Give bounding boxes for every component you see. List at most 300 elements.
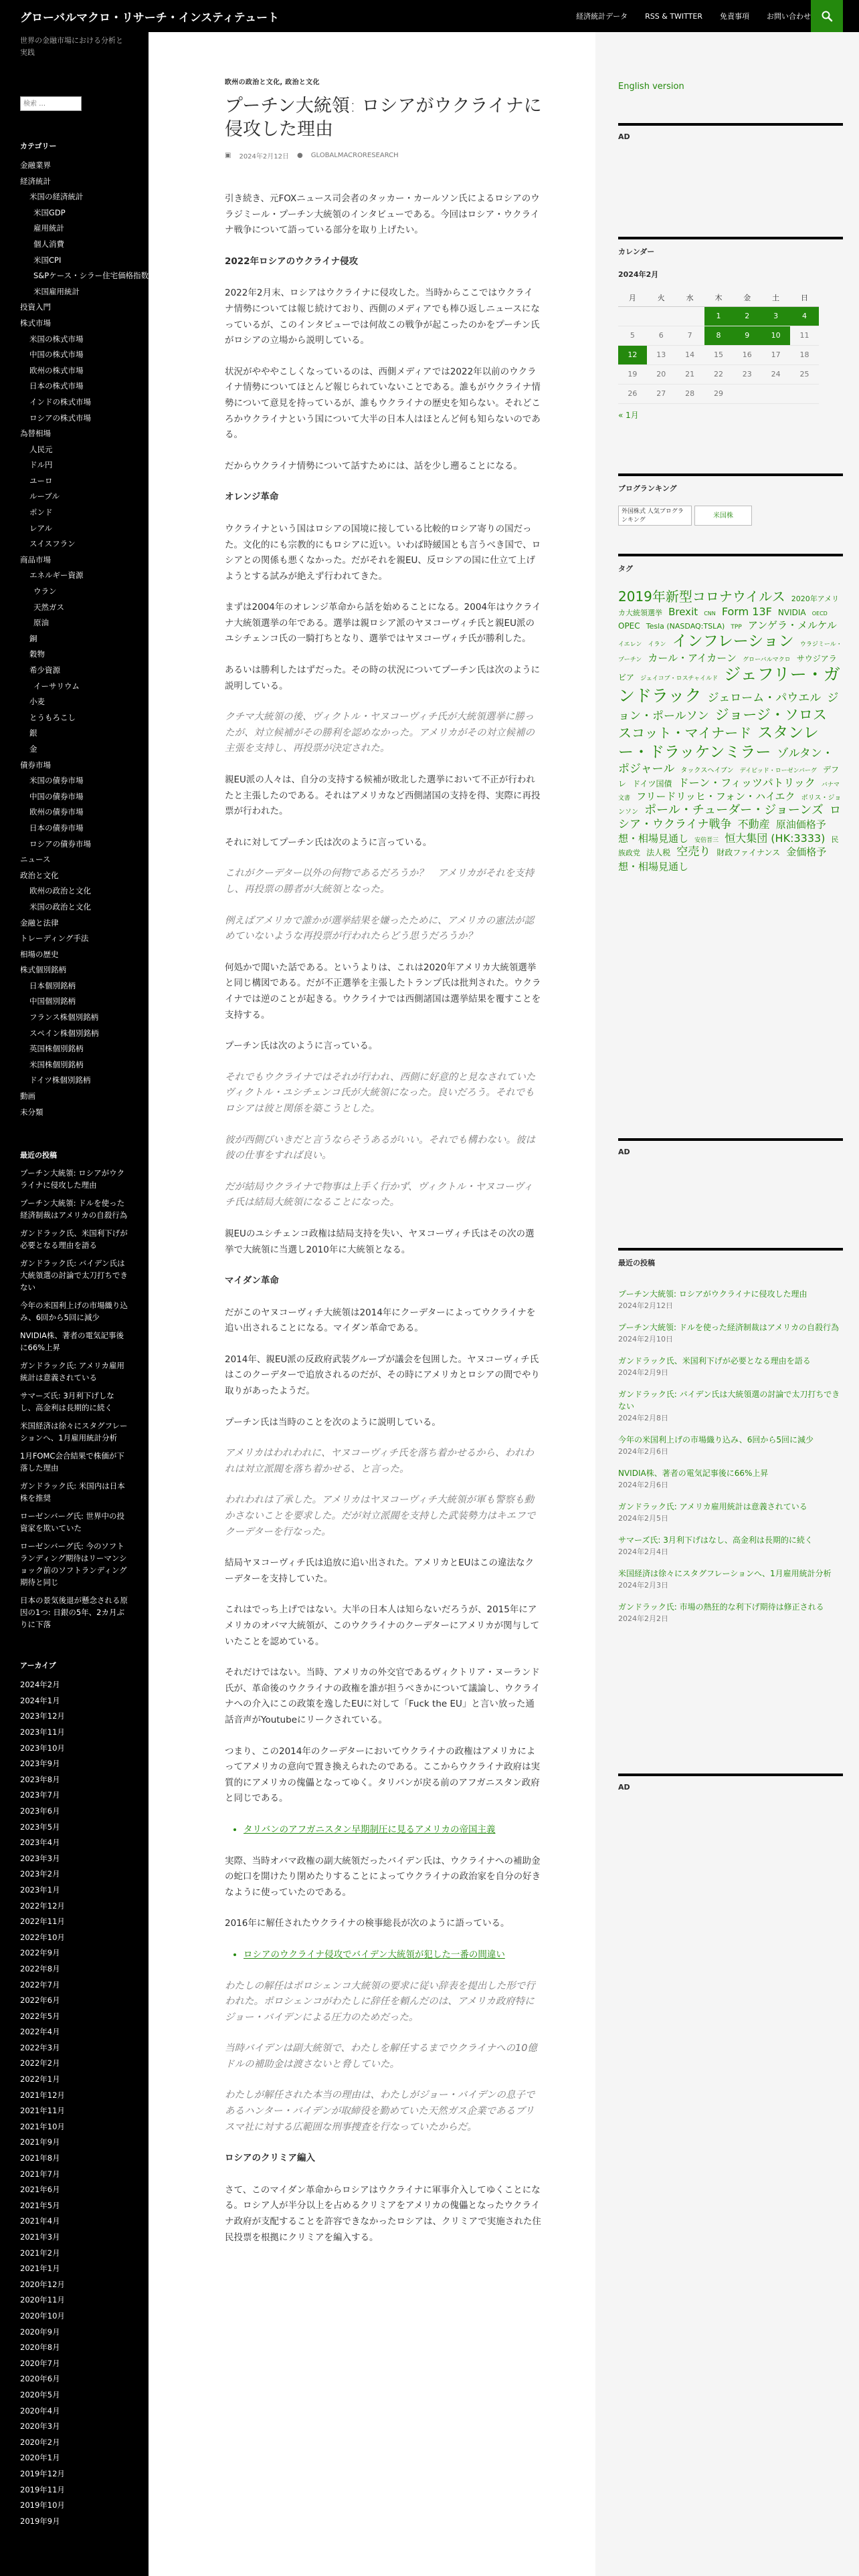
archive-link[interactable]: 2021年1月 (20, 2264, 60, 2274)
entry-body (225, 191, 542, 2246)
nav-item-disclaimer[interactable]: 免責事項 (720, 12, 749, 21)
quote-paragraph: わたしの解任はポロシェンコ大統領の要求に従い辞表を提出した形で行われた。ポロシェンコがわたしに辞任を頼んだのは、アメリカ政府特にジョー・バイデンによる圧力のためだった。 (225, 1980, 535, 2023)
category-item[interactable]: レアル (29, 523, 53, 533)
recent-post-link[interactable]: ガンドラック氏: バイデン氏は大統領選の討論で太刀打ちできない (618, 1390, 840, 1411)
archive-link[interactable]: 2022年1月 (20, 2074, 60, 2084)
category-item[interactable]: 米国の経済統計 (29, 192, 84, 202)
quote-paragraph: クチマ大統領の後、ヴィクトル・ヤヌコーヴィチ氏が大統領選挙に勝ったが、対立候補がその勝利を認めなかった。アメリカがその対立候補の主張を支持し、再投票が決定された。 (225, 712, 535, 754)
archive-link[interactable]: 2019年10月 (20, 2500, 65, 2510)
tag-link[interactable]: 空売り (676, 845, 711, 859)
recent-post-link[interactable]: 日本の景気後退が懸念される原因の1つ: 日銀の5年、2カ月ぶりに下落 (20, 1596, 128, 1630)
tag-link[interactable]: ジェローム・パウエル (707, 691, 822, 705)
recent-post-link[interactable]: サマーズ氏: 3月利下げはなし、高金利は長期的に続く (618, 1535, 813, 1545)
tag-link[interactable]: Tesla (NASDAQ:TSLA) (646, 622, 725, 631)
calendar-weekday: 火 (647, 289, 676, 306)
tag-link[interactable]: 2020年アメリカ大統領選挙 (618, 595, 840, 617)
category-item[interactable]: トレーディング手法 (20, 934, 89, 944)
tag-link[interactable]: アンゲラ・メルケル (747, 619, 837, 631)
quote-paragraph: 当時バイデンは副大統領で、わたしを解任するまでウクライナへの10億ドルの補助金は渡さないと脅していた。 (225, 2043, 537, 2070)
archive-link[interactable]: 2023年1月 (20, 1885, 60, 1895)
tag-link[interactable]: 恒大集団 (HK:3333) (725, 832, 826, 845)
category-item[interactable]: 米国GDP (33, 207, 66, 217)
tag-link[interactable]: Brexit (668, 606, 698, 618)
archive-link[interactable]: 2022年2月 (20, 2058, 60, 2068)
archive-link[interactable]: 2023年6月 (20, 1806, 60, 1816)
category-item[interactable]: 日本の株式市場 (29, 381, 84, 391)
archive-link[interactable]: 2020年8月 (20, 2343, 60, 2353)
archive-link[interactable]: 2022年4月 (20, 2027, 60, 2037)
calendar-day[interactable]: 4 (790, 306, 819, 326)
blogranking-widget (618, 473, 843, 526)
archive-link[interactable]: 2022年7月 (20, 1979, 60, 1990)
archive-link[interactable]: 2022年12月 (20, 1901, 65, 1911)
calendar-prev-month-link[interactable]: « 1月 (618, 410, 639, 420)
category-item[interactable]: 為替相場 (20, 429, 51, 439)
search-toggle-button[interactable] (811, 0, 843, 32)
body-paragraph: 2022年2月末、ロシアはウクライナに侵攻した。当時からここではウクライナ情勢については報じ続けており、西側のメディアでも棒ひ返しニュースになっているが、このインタビューでは何故この戦争が起こったのかをプーチン氏がロシアの立場から説明している。 (225, 288, 540, 346)
category-item[interactable]: ドル円 (29, 460, 53, 470)
category-item[interactable]: 銀 (29, 728, 37, 738)
category-item[interactable]: 欧州の債券市場 (29, 807, 84, 817)
tag-link[interactable]: イラン (648, 641, 666, 648)
tag-link[interactable]: ゾルタン・ポジャール (618, 746, 834, 776)
site-description: 世界の金融市場における分析と実践 (20, 36, 123, 57)
category-item[interactable]: 商品市場 (20, 554, 51, 564)
category-item[interactable]: 米国の株式市場 (29, 334, 84, 344)
recent-posts-widget-right (618, 1248, 843, 1634)
category-item[interactable]: 中国の債券市場 (29, 791, 84, 801)
category-item[interactable]: 天然ガス (33, 602, 64, 612)
tag-link[interactable]: バナマ文書 (618, 781, 840, 802)
category-item[interactable]: ロシアの債券市場 (29, 839, 91, 849)
recent-post-link[interactable]: ガンドラック氏: 米国内は日本株を推奨 (20, 1481, 125, 1503)
archive-link[interactable]: 2020年2月 (20, 2437, 60, 2447)
archive-link[interactable]: 2021年5月 (20, 2200, 60, 2210)
tag-link[interactable]: 原油価格予想・相場見通し (618, 819, 826, 845)
calendar-day[interactable]: 12 (618, 345, 647, 364)
category-item[interactable]: 株式市場 (20, 318, 51, 328)
calendar-weekday: 金 (733, 289, 761, 306)
ad-label-3: AD (618, 1783, 630, 1792)
calendar-day[interactable]: 8 (704, 326, 733, 345)
calendar-day (761, 384, 790, 403)
section-heading: ロシアのクリミア編入 (225, 2153, 315, 2164)
tag-link[interactable]: インフレーション (672, 632, 794, 650)
tag-link[interactable]: ボリス・ジョンソン (618, 794, 842, 816)
category-item[interactable]: ポンド (29, 508, 53, 518)
calendar-widget-title: カレンダー (618, 247, 655, 256)
recent-post-link[interactable]: プーチン大統領: ロシアがウクライナに侵攻した理由 (618, 1289, 807, 1299)
body-paragraph: 実際、当時オバマ政権の副大統領だったバイデン氏は、ウクライナへの補助金の蛇口を開けたり閉めたりすることによってウクライナの政治家を自分の好きなように使っていたのである。 (225, 1855, 541, 1898)
tag-link[interactable]: スコット・マイナード (618, 725, 752, 741)
recent-post-link[interactable]: 1月FOMC会合結果で株価が下落した理由 (20, 1451, 124, 1473)
category-item[interactable]: ニュース (20, 855, 51, 865)
archive-link[interactable]: 2021年2月 (20, 2248, 60, 2258)
body-paragraph: 親EU派の人々は、自分の支持する候補が敗北した選挙において不正が行われたと主張したのである。それはアメリカなど西側諸国の支持を得、実際に再投票が行われた。 (225, 774, 541, 817)
tag-link[interactable]: 安倍晋三 (694, 837, 719, 845)
archive-link[interactable]: 2020年10月 (20, 2311, 65, 2321)
recent-post-link[interactable]: プーチン大統領: ロシアがウクライナに侵攻した理由 (20, 1168, 125, 1190)
recent-post-link[interactable]: プーチン大統領: ドルを使った経済制裁はアメリカの自殺行為 (618, 1323, 840, 1332)
sidebar-search-input[interactable] (20, 96, 82, 111)
archive-link[interactable]: 2024年1月 (20, 1695, 60, 1705)
archive-link[interactable]: 2019年12月 (20, 2468, 65, 2478)
archive-link[interactable]: 2023年4月 (20, 1838, 60, 1848)
blogranking-badge-foreign-stocks[interactable]: 外国株式 人気ブログランキング (618, 506, 692, 526)
category-item[interactable]: 雇用統計 (33, 223, 64, 233)
archive-link[interactable]: 2021年8月 (20, 2153, 60, 2163)
calendar-day (790, 384, 819, 403)
tag-link[interactable]: デイビッド・ローゼンバーグ (739, 767, 817, 774)
calendar-day: 23 (733, 364, 761, 384)
archive-link[interactable]: 2023年8月 (20, 1774, 60, 1784)
body-paragraph: まずは2004年のオレンジ革命から話を始めることになる。2004年はウクライナ大統領選挙の年である。選挙は親ロシア派のヤヌコーヴィチ氏と親EU派のユシチェンコ氏の一騎打ちとなり、選挙ではヤヌコーヴィチ氏が勝利した。 (225, 602, 541, 645)
recent-post-date: 2024年2月8日 (618, 1414, 668, 1422)
category-item[interactable]: 株式個別銘柄 (20, 965, 66, 975)
category-item[interactable]: 欧州の政治と文化 (29, 886, 91, 896)
tag-link[interactable]: OPEC (618, 621, 640, 631)
calendar-day: 5 (618, 326, 647, 345)
body-paragraph: 結局ヤヌコーヴィチ氏は追放に追い出された。アメリカとEUはこの違法なクーデターを支持していた。 (225, 1558, 535, 1584)
quote-paragraph: わたしが解任された本当の理由は、わたしがジョー・バイデンの息子であるハンター・バイデンが取締役を勤めていた天然ガス企業であるブリスマ社に対する広範囲な刑事捜査を行なっていたからだ。 (225, 2090, 535, 2133)
archive-link[interactable]: 2022年10月 (20, 1932, 65, 1942)
recent-post-link[interactable]: NVIDIA株、著者の電気記事後に66%上昇 (20, 1331, 124, 1353)
category-item[interactable]: 金 (29, 744, 37, 754)
calendar-day[interactable]: 10 (761, 326, 790, 345)
recent-post-link[interactable]: ガンドラック氏、米国利下げが必要となる理由を語る (618, 1356, 811, 1366)
category-item[interactable]: 日本個別銘柄 (29, 980, 76, 990)
archive-link[interactable]: 2022年11月 (20, 1917, 65, 1927)
nav-item-economic-data[interactable]: 経済統計データ (576, 12, 628, 21)
body-paragraph: 状況がやややこしくなっているのは、西側メディアでは2022年以前のウクライナ情勢についてほとんど報じられていないことである。誰もがウクライナ情勢について意見を持っているが、誰もウクライナの歴史を知らない。それどころかウクライナという国について大半の日本人はほとんど何も知らないのである。 (225, 366, 541, 441)
tag-cloud (618, 588, 843, 873)
recent-post-link[interactable]: ガンドラック氏、米国利下げが必要となる理由を語る (20, 1228, 128, 1251)
archive-link[interactable]: 2021年4月 (20, 2216, 60, 2226)
calendar-day: 16 (733, 345, 761, 364)
section-heading: 2022年ロシアのウクライナ侵攻 (225, 255, 359, 267)
category-item[interactable]: 債券市場 (20, 760, 51, 770)
recent-post-link[interactable]: ガンドラック氏: アメリカ雇用統計は意義されている (618, 1502, 807, 1511)
category-item[interactable]: 欧州の株式市場 (29, 365, 84, 375)
calendar-day: 22 (704, 364, 733, 384)
blogranking-badge-us-stocks[interactable]: 米国株 (694, 506, 752, 526)
calendar-day: 18 (790, 345, 819, 364)
body-paragraph: プーチン氏は当時のことを次のように説明している。 (225, 1416, 441, 1428)
tag-link[interactable]: ジョージ・ソロス (714, 706, 827, 723)
category-item[interactable]: イーサリウム (33, 681, 80, 691)
recent-post-link[interactable]: 今年の米国利上げの市場織り込み、6回から5回に減少 (618, 1435, 814, 1444)
recent-posts-list-right (618, 1288, 843, 1625)
archive-link[interactable]: 2020年12月 (20, 2279, 65, 2289)
calendar-day: 20 (647, 364, 676, 384)
categories-widget-title: カテゴリー (20, 142, 57, 150)
archive-link[interactable]: 2020年7月 (20, 2358, 60, 2368)
category-item[interactable]: 個人消費 (33, 239, 64, 249)
calendar-day: 15 (704, 345, 733, 364)
calendar-day: 29 (704, 384, 733, 403)
archive-link[interactable]: 2019年11月 (20, 2484, 65, 2494)
archive-link[interactable]: 2020年3月 (20, 2422, 60, 2432)
tag-link[interactable]: ロシア・ウクライナ戦争 (618, 803, 842, 831)
calendar-day: 7 (676, 326, 704, 345)
tag-link[interactable]: 財政ファイナンス (717, 848, 781, 858)
calendar-day: 17 (761, 345, 790, 364)
entry-author[interactable]: GLOBALMACRORESEARCH (310, 152, 399, 159)
category-item[interactable]: 相場の歴史 (20, 949, 59, 959)
calendar-day: 27 (647, 384, 676, 403)
tag-link[interactable]: 不動産 (737, 818, 770, 831)
archive-link[interactable]: 2022年3月 (20, 2042, 60, 2052)
tag-link[interactable]: ウラジミール・プーチン (618, 641, 842, 663)
archive-link[interactable]: 2022年5月 (20, 2011, 60, 2021)
tag-link[interactable]: TPP (731, 624, 742, 631)
category-item[interactable]: ユーロ (29, 475, 53, 486)
left-sidebar (0, 32, 149, 2576)
entry-date[interactable]: 2024年2月12日 (239, 153, 289, 160)
body-paragraph: 親EUのユシチェンコ政権は結局支持を失い、ヤヌコーヴィチ氏はその次の選挙で大統領に当選し2010年に大統領となる。 (225, 1228, 535, 1255)
category-item[interactable]: フランス株個別銘柄 (29, 1012, 99, 1023)
archive-link[interactable]: 2020年5月 (20, 2389, 60, 2399)
recent-post-date: 2024年2月9日 (618, 1368, 668, 1377)
entry-meta (225, 150, 542, 160)
archive-link[interactable]: 2023年5月 (20, 1822, 60, 1832)
calendar-day[interactable]: 3 (761, 306, 790, 326)
calendar-weekday: 水 (676, 289, 704, 306)
category-item[interactable]: 銅 (29, 633, 37, 643)
calendar-weekday: 月 (618, 289, 647, 306)
recent-post-date: 2024年2月12日 (618, 1301, 673, 1310)
category-item[interactable]: 米国株個別銘柄 (29, 1059, 84, 1069)
recent-post-link[interactable]: 米国経済は徐々にスタグフレーションへ、1月雇用統計分析 (618, 1569, 832, 1578)
body-paragraph: ウクライナという国はロシアの国境に接している比較的ロシア寄りの国だった。文化的にも宗教的にもロシアに近い。いわば時緩国とも言うべき国で、ロシアとの関係も悪くなかった。だがそれを親EU、反ロシアの国に仕立て上げようとする試みが絶えず行われてきた。 (225, 523, 541, 582)
recent-post-date: 2024年2月10日 (618, 1335, 673, 1344)
category-item[interactable]: スイスフラン (29, 539, 76, 549)
tag-link[interactable]: ジェイコブ・ロスチャイルド (640, 675, 719, 683)
archive-link[interactable]: 2023年9月 (20, 1759, 60, 1769)
archive-link[interactable]: 2023年11月 (20, 1727, 65, 1737)
calendar-day (647, 306, 676, 326)
archive-link[interactable]: 2021年3月 (20, 2232, 60, 2242)
tag-link[interactable]: 法人税 (646, 848, 671, 858)
quote-paragraph: アメリカはわれわれに、ヤヌコーヴィチ氏を落ち着かせるから、われわれは対立派閥を落ち着かせる、と言った。 (225, 1448, 534, 1475)
archive-link[interactable]: 2021年12月 (20, 2090, 65, 2100)
calendar-weekday: 土 (761, 289, 790, 306)
category-item[interactable]: ドイツ株個別銘柄 (29, 1075, 91, 1085)
tag-link[interactable]: 民族政党 (618, 835, 839, 858)
recent-post-date: 2024年2月6日 (618, 1447, 668, 1456)
archive-link[interactable]: 2020年9月 (20, 2327, 60, 2337)
archive-list (20, 1677, 149, 2529)
archive-link[interactable]: 2020年1月 (20, 2453, 60, 2463)
body-paragraph: それに対してプーチン氏は次のように言っている。 (225, 837, 432, 848)
calendar-day: 6 (647, 326, 676, 345)
recent-post-link[interactable]: プーチン大統領: ドルを使った経済制裁はアメリカの自殺行為 (20, 1198, 128, 1220)
category-item[interactable]: 金融と法律 (20, 918, 59, 928)
recent-post-link[interactable]: サマーズ氏: 3月利下げしなし、高金利は長期的に続く (20, 1391, 114, 1413)
ad-widget-3 (618, 1774, 843, 1792)
right-sidebar (595, 32, 859, 2576)
tag-link[interactable]: 金価格予想・相場見通し (618, 846, 827, 873)
nav-item-rss-twitter[interactable]: RSS & TWITTER (645, 11, 702, 21)
tag-link[interactable]: デフレ (618, 764, 840, 788)
category-item[interactable]: インドの株式市場 (29, 397, 91, 407)
english-version-link[interactable]: English version (618, 82, 684, 92)
quote-paragraph: 彼が西側びいきだと言うならそうあるがいい。それでも構わない。彼は彼の仕事をすれば良い。 (225, 1134, 535, 1162)
tag-cloud-widget (618, 554, 843, 873)
calendar-table (618, 289, 819, 404)
archive-link[interactable]: 2021年6月 (20, 2185, 60, 2195)
quote-paragraph: それでもウクライナではそれが行われ、西側に好意的と見なされていたヴィクトル・ユシチェンコ氏が大統領になった。良いだろう。それでもロシアは彼と関係を築こうとした。 (225, 1071, 536, 1114)
body-paragraph: 2014年、親EU派の反政府武装グループが議会を包囲した。ヤヌコーヴィチ氏はこのクーデターで追放されるのだが、その時にアメリカとロシアの間でやり取りがあったようだ。 (225, 1354, 540, 1397)
calendar-day: 19 (618, 364, 647, 384)
archive-link[interactable]: 2022年6月 (20, 1996, 60, 2006)
tag-link[interactable]: イエレン (618, 641, 642, 648)
category-item[interactable]: 動画 (20, 1091, 35, 1101)
calendar-day (733, 384, 761, 403)
category-item[interactable]: 人民元 (29, 444, 53, 454)
archive-link[interactable]: 2022年8月 (20, 1963, 60, 1973)
recent-post-link[interactable]: 米国経済は徐々にスタグフレーションへ、1月雇用統計分析 (20, 1421, 128, 1443)
calendar-day[interactable]: 2 (733, 306, 761, 326)
quote-paragraph: これがクーデター以外の何物であるだろうか？ アメリカがそれを支持し、再投票の勝者が大統領となった。 (225, 868, 535, 895)
tag-link[interactable]: サウジアラビア (618, 653, 837, 683)
tag-link[interactable]: フリードリッヒ・フォン・ハイエク (636, 790, 795, 802)
tag-link[interactable]: NVIDIA (777, 608, 806, 617)
tag-link[interactable]: スタンレー・ドラッケンミラー (618, 724, 819, 761)
tag-cloud-widget-title: タグ (618, 564, 633, 573)
site-header (0, 0, 859, 32)
body-paragraph: 引き続き、元FOXニュース司会者のタッカー・カールソン氏によるロシアのウラジミール・プーチン大統領のインタビューである。今回はロシア・ウクライナ戦争について語っている部分を取り上げたい。 (225, 193, 540, 236)
category-item[interactable]: 政治と文化 (20, 870, 59, 880)
calendar-day: 28 (676, 384, 704, 403)
recent-post-date: 2024年2月3日 (618, 1581, 668, 1590)
category-item[interactable]: ウラン (33, 586, 57, 597)
section-heading: オレンジ革命 (225, 492, 279, 503)
category-item[interactable]: 英国株個別銘柄 (29, 1044, 84, 1054)
recent-post-link[interactable]: ローゼンバーグ氏: 今のソフトランディング期待はリーマンショック前のソフトランディング期待と同じ (20, 1541, 127, 1588)
recent-post-link[interactable]: ガンドラック氏: アメリカ雇用統計は意義されている (20, 1361, 124, 1383)
category-item[interactable]: 米国の債券市場 (29, 776, 84, 786)
category-item[interactable]: 中国の株式市場 (29, 350, 84, 360)
related-article-link[interactable]: • タリバンのアフガニスタン早期制圧に見るアメリカの帝国主義 (244, 1822, 542, 1838)
category-item[interactable]: S&Pケース・シラー住宅価格指数 (33, 271, 149, 281)
category-item[interactable]: 投資入門 (20, 302, 51, 312)
calendar-weekday: 木 (704, 289, 733, 306)
category-item[interactable]: 原油 (33, 618, 49, 628)
recent-post-link[interactable]: ガンドラック氏: 市場の熱狂的な利下げ期待は修正される (618, 1602, 824, 1612)
tag-link[interactable]: ジェフリー・ガンドラック (618, 665, 840, 706)
related-article-link[interactable]: • ロシアのウクライナ侵攻でバイデン大統領が犯した一番の間違い (244, 1947, 542, 1963)
category-item[interactable]: ルーブル (29, 492, 60, 502)
tag-link[interactable]: カール・アイカーン (648, 651, 737, 664)
archive-link[interactable]: 2021年7月 (20, 2169, 60, 2179)
archive-link[interactable]: 2024年2月 (20, 1680, 60, 1690)
calendar-day[interactable]: 9 (733, 326, 761, 345)
body-paragraph: だがこのヤヌコーヴィチ大統領は2014年にクーデターによってウクライナを追い出されることになる。マイダン革命である。 (225, 1307, 536, 1334)
archive-link[interactable]: 2023年10月 (20, 1743, 65, 1753)
recent-posts-widget-title-right: 最近の投稿 (618, 1259, 655, 1267)
quote-paragraph: われわれは了承した。アメリカはヤヌコーヴィチ大統領が軍も警察も動かさないことを要求した。だが対立派閥を支持した武装勢力はキエフでクーデターを行なった。 (225, 1495, 536, 1537)
category-item[interactable]: 米国雇用統計 (33, 286, 80, 296)
tag-link[interactable]: Form 13F (721, 605, 772, 618)
section-heading: マイダン革命 (225, 1275, 279, 1287)
body-paragraph: つまり、この2014年のクーデターにおいてウクライナの政権はアメリカによってアメリカの意向で置き換えられたのである。ここからウクライナ政府は実質的にアメリカの傀儡となってゆく。タリバンが戻る前のアフガニスタン政府と同じである。 (225, 1745, 541, 1804)
category-item[interactable]: スペイン株個別銘柄 (29, 1028, 99, 1038)
category-item[interactable]: 中国個別銘柄 (29, 996, 76, 1006)
category-item[interactable]: 米国の政治と文化 (29, 901, 91, 911)
tag-link[interactable]: グローバルマクロ (743, 656, 791, 663)
archive-link[interactable]: 2020年4月 (20, 2405, 60, 2416)
ad-widget-2 (618, 1138, 843, 1156)
tag-link[interactable]: ジョン・ポールソン (618, 691, 839, 723)
category-item[interactable]: ロシアの株式市場 (29, 413, 91, 423)
body-paragraph: 何処かで聞いた話である。というよりは、これは2020年アメリカ大統領選挙と同じ構図である。だが不正選挙を主張したトランプ氏は批判された。ウクライナでは逆のことが起きる。ウクライナでは西側諸国は選挙結果を覆すことを支持する。 (225, 962, 541, 1021)
archive-link[interactable]: 2023年2月 (20, 1869, 60, 1879)
archives-widget-title: アーカイブ (20, 1661, 56, 1671)
tag-link[interactable]: ポール・チューダー・ジョーンズ (644, 802, 824, 817)
archive-link[interactable]: 2020年6月 (20, 2374, 60, 2384)
tag-link[interactable]: タックスヘイブン (680, 766, 734, 774)
language-widget (618, 79, 843, 92)
category-item[interactable]: 小麦 (29, 697, 45, 707)
category-item[interactable]: 希少資源 (29, 665, 60, 675)
category-item[interactable]: 日本の債券市場 (29, 823, 84, 833)
archive-link[interactable]: 2021年11月 (20, 2106, 65, 2116)
archive-link[interactable]: 2022年9月 (20, 1948, 60, 1958)
main-content (149, 32, 595, 2576)
tag-link[interactable]: ドーン・フィッツパトリック (678, 776, 816, 789)
category-item[interactable]: 経済統計 (20, 176, 51, 186)
calendar-day: 25 (790, 364, 819, 384)
body-paragraph: あるいは勝利したはずだった。その時の状況についてプーチン氏は次のように説明している。 (225, 665, 541, 691)
category-item[interactable]: エネルギー資源 (29, 570, 84, 580)
archive-link[interactable]: 2021年9月 (20, 2137, 60, 2147)
recent-post-link[interactable]: ローゼンバーグ氏: 世界中の投資家を欺いていた (20, 1511, 124, 1533)
calendar-caption: 2024年2月 (618, 270, 659, 279)
related-link-list (244, 1822, 542, 1838)
ad-label-2: AD (618, 1148, 630, 1156)
site-title-link[interactable]: グローバルマクロ・リサーチ・インスティテュート (20, 11, 280, 25)
tag-link[interactable]: OECD (812, 611, 828, 617)
category-item[interactable]: 米国CPI (33, 255, 62, 265)
category-item[interactable]: 未分類 (20, 1107, 43, 1117)
archive-link[interactable]: 2023年7月 (20, 1790, 60, 1800)
calendar-day: 14 (676, 345, 704, 364)
archive-link[interactable]: 2021年10月 (20, 2121, 65, 2131)
tag-link[interactable]: 2019年新型コロナウイルス (618, 588, 785, 605)
archive-link[interactable]: 2023年3月 (20, 1853, 60, 1863)
tag-link[interactable]: ドイツ国債 (632, 778, 672, 788)
entry-categories[interactable]: 欧州の政治と文化, 政治と文化 (225, 79, 320, 86)
archive-link[interactable]: 2019年9月 (20, 2516, 60, 2526)
related-link-list (244, 1947, 542, 1963)
calendar-day: 13 (647, 345, 676, 364)
category-item[interactable]: 穀物 (29, 649, 45, 659)
tag-link[interactable]: CNN (704, 611, 716, 617)
category-item[interactable]: 金融業界 (20, 160, 51, 170)
archive-link[interactable]: 2023年12月 (20, 1711, 65, 1721)
recent-post-link[interactable]: 今年の米国利上げの市場織り込み、6回から5回に減少 (20, 1301, 128, 1323)
body-paragraph: さて、このマイダン革命からロシアはウクライナに軍事介入してゆくことになる。ロシア人が半分以上を占めるクリミアをアメリカの傀儡となったウクライナ政府が支配することを許容できなかったロシアは、クリミアで実施された住民投票を根拠にクリミアを編入する。 (225, 2184, 541, 2243)
calendar-day[interactable]: 1 (704, 306, 733, 326)
recent-post-link[interactable]: ガンドラック氏: バイデン氏は大統領選の討論で太刀打ちできない (20, 1259, 128, 1293)
category-item[interactable]: とうもろこし (29, 712, 76, 722)
author-icon: ● (297, 152, 303, 159)
archive-link[interactable]: 2020年11月 (20, 2295, 65, 2305)
recent-posts-list (20, 1167, 128, 1630)
recent-post-link[interactable]: NVIDIA株、著者の電気記事後に66%上昇 (618, 1469, 769, 1478)
nav-item-contact[interactable]: お問い合わせ (767, 12, 811, 21)
